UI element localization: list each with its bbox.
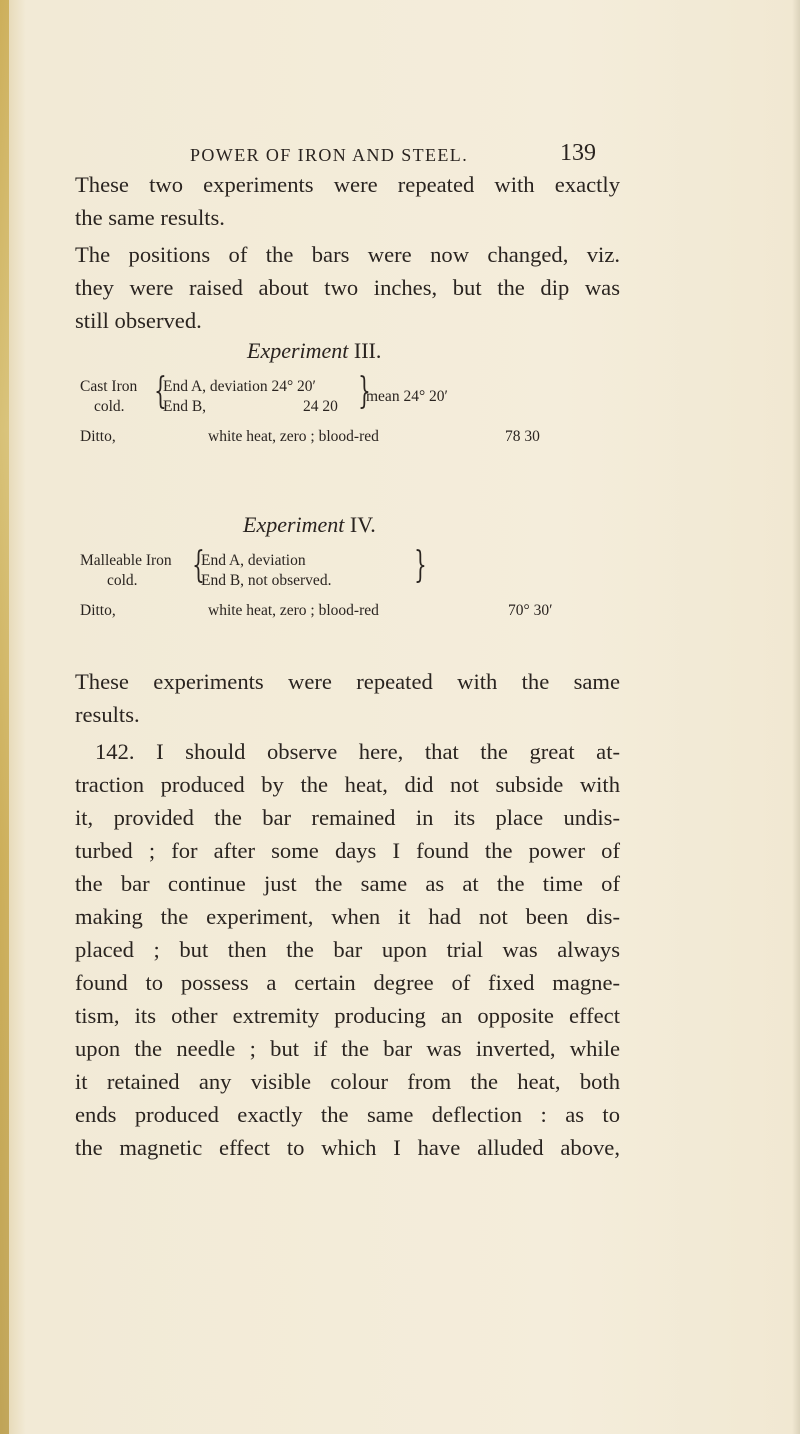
row-description: white heat, zero ; blood-red [208,428,379,445]
heading-word: Experiment [243,512,345,537]
experiment-4-table [80,545,620,642]
page-spine-edge [0,0,9,1434]
experiment-3-table [80,371,620,468]
paragraph-1 [75,168,620,234]
text-line: found to possess a certain degree of fixed magne- [75,970,620,995]
right-brace: } [414,545,427,586]
row-value: 70° 30′ [508,602,553,619]
text-line: the bar continue just the same as at the time of [75,871,620,896]
row-value: 78 30 [505,428,540,445]
experiment-3-heading [247,338,381,364]
text-line: making the experiment, when it had not been dis- [75,904,620,929]
experiment-4-heading [243,512,376,538]
left-brace: { [192,545,205,586]
text-line: traction produced by the heat, did not subside with [75,772,620,797]
text-line: ends produced exactly the same deflection : as to [75,1102,620,1127]
text-line: tism, its other extremity producing an opposite effect [75,1003,620,1028]
page-right-edge [792,0,800,1434]
row-label: Cast Iron [80,378,138,395]
text-line: they were raised about two inches, but the dip was [75,275,620,300]
end-a-deviation: End A, deviation 24° 20′ [163,378,316,395]
text-line: the same results. [75,205,225,230]
row-description: white heat, zero ; blood-red [208,602,379,619]
text-line: the magnetic effect to which I have alluded above, [75,1135,620,1160]
text-line: turbed ; for after some days I found the power of [75,838,620,863]
left-brace: { [154,371,167,412]
mean-value: mean 24° 20′ [366,388,448,405]
end-b-label: End B, [163,398,207,415]
heading-number: III. [353,338,382,363]
row-label: cold. [94,398,125,415]
heading-word: Experiment [247,338,349,363]
right-brace: } [358,371,371,412]
text-line: it, provided the bar remained in its place undis- [75,805,620,830]
end-b-value: 24 20 [303,398,338,415]
text-line: still observed. [75,308,202,333]
paragraph-3 [75,665,620,731]
row-label: cold. [107,572,138,589]
text-line: The positions of the bars were now changed, viz. [75,242,620,267]
paragraph-4 [75,735,620,1164]
text-line: upon the needle ; but if the bar was inverted, while [75,1036,620,1061]
text-line: results. [75,702,140,727]
running-head: POWER OF IRON AND STEEL. [190,145,469,165]
heading-number: IV. [349,512,376,537]
text-line: 142. I should observe here, that the great at- [95,739,620,764]
text-line: placed ; but then the bar upon trial was always [75,937,620,962]
row-label: Malleable Iron [80,552,172,569]
row-label: Ditto, [80,602,116,619]
end-a-deviation: End A, deviation [201,552,306,569]
text-line: These experiments were repeated with the same [75,669,620,694]
paragraph-2 [75,238,620,337]
row-label: Ditto, [80,428,116,445]
text-line: These two experiments were repeated with exactly [75,172,620,197]
page-number: 139 [560,140,596,166]
text-line: it retained any visible colour from the heat, both [75,1069,620,1094]
end-b-label: End B, not observed. [201,572,332,589]
